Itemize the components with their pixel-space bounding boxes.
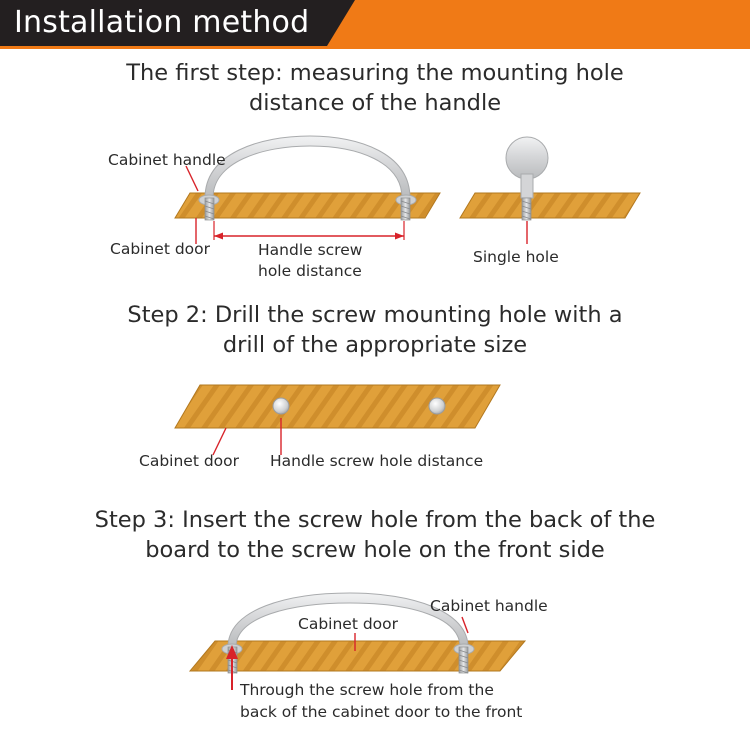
step-2-handle-screw-hole-distance-label: Handle screw hole distance xyxy=(270,452,484,470)
screw-left-1 xyxy=(205,198,214,220)
screw-left-2 xyxy=(401,198,410,220)
step-2-cabinet-door-label: Cabinet door xyxy=(139,452,240,470)
step-1-handle-screw-hole-distance-label-line1: Handle screw xyxy=(258,241,363,259)
step-1-handle-screw-hole-distance-label-line2: hole distance xyxy=(258,262,362,280)
step-3-diagram xyxy=(0,505,750,750)
step-1-cabinet-door-label: Cabinet door xyxy=(110,240,211,258)
cabinet-handle-leader-left xyxy=(186,166,198,191)
step-1-diagram xyxy=(0,58,750,288)
step-2-heading-line1: Step 2: Drill the screw mounting hole with a xyxy=(127,302,623,328)
step-3-section xyxy=(0,505,750,750)
banner-underline xyxy=(0,46,750,49)
cabinet-door-board-right xyxy=(460,193,640,218)
step-1-heading-line2: distance of the handle xyxy=(248,90,502,116)
screw-right-1 xyxy=(522,198,531,220)
step-3-heading-line1: Step 3: Insert the screw hole from the back of the xyxy=(94,507,656,533)
step-3-heading-line2: board to the screw hole on the front side xyxy=(145,537,605,563)
step-1-single-hole-label: Single hole xyxy=(473,248,559,266)
drilled-hole-1 xyxy=(273,398,289,414)
page-title: Installation method xyxy=(14,5,310,40)
cabinet-door-board xyxy=(190,641,525,671)
step-1-cabinet-handle-label: Cabinet handle xyxy=(108,151,226,169)
cabinet-door-leader xyxy=(213,428,226,455)
single-hole-knob xyxy=(506,137,548,198)
step-2-diagram xyxy=(0,300,750,490)
screw-2 xyxy=(459,647,468,673)
step-3-through-screw-hole-note-line2: back of the cabinet door to the front xyxy=(240,703,523,721)
step-3-through-screw-hole-note-line1: Through the screw hole from the xyxy=(240,681,494,699)
drilled-hole-2 xyxy=(429,398,445,414)
header-banner xyxy=(0,0,750,46)
banner-accent-wedge xyxy=(327,0,750,46)
step-2-section xyxy=(0,300,750,490)
step-3-cabinet-handle-label: Cabinet handle xyxy=(430,597,548,615)
cabinet-door-board xyxy=(175,385,500,428)
handle-screw-hole-distance-arrow xyxy=(214,221,404,240)
step-2-heading-line2: drill of the appropriate size xyxy=(222,332,528,358)
step-1-section xyxy=(0,58,750,288)
step-1-heading-line1: The first step: measuring the mounting hole xyxy=(126,60,624,86)
step-3-cabinet-door-label: Cabinet door xyxy=(298,615,399,633)
